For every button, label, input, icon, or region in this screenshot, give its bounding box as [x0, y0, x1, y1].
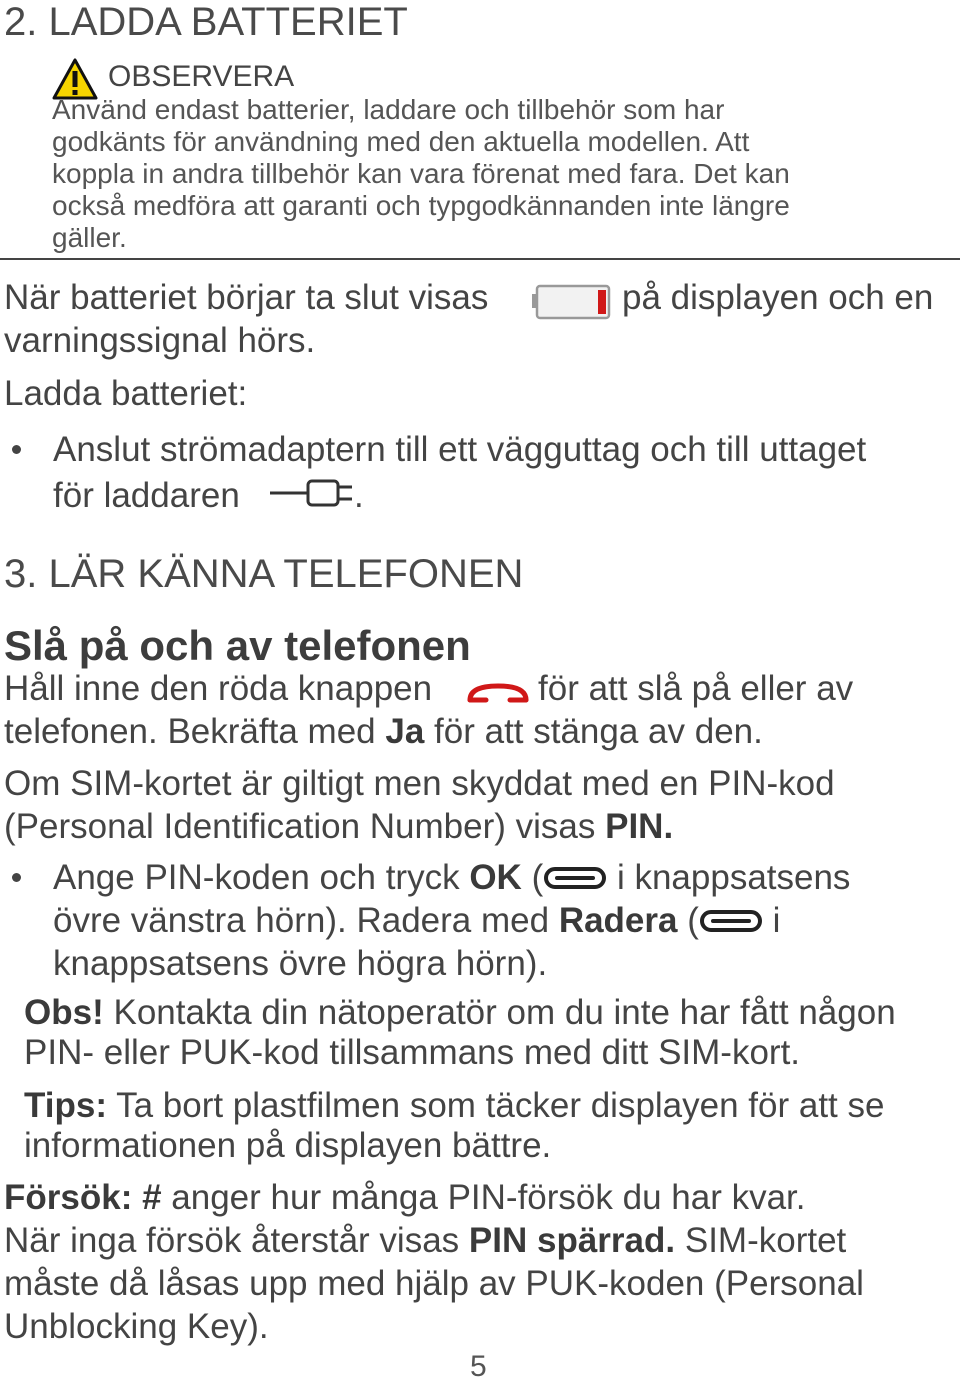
tips-text-line1: Ta bort plastfilmen som täcker displayen för att se — [116, 1086, 885, 1125]
locked-line2: måste då låsas upp med hjälp av PUK-koden (Personal — [4, 1264, 864, 1303]
pin-bullet-line2-c: i — [772, 901, 781, 940]
delete-label: Radera — [558, 901, 678, 940]
sim-text-line1: Om SIM-kortet är giltigt men skyddat med en PIN-kod — [4, 764, 835, 803]
power-text-line2 — [4, 712, 763, 752]
tips-label: Tips: — [24, 1086, 107, 1125]
obs-line2: PIN- eller PUK-kod tillsammans med ditt SIM-kort. — [24, 1033, 801, 1072]
locked-line1-a: När inga försök återstår visas — [4, 1221, 460, 1260]
bullet-dot — [12, 873, 21, 882]
pin-bullet-line1-c: i knappsatsens — [616, 858, 851, 897]
warning-line-4: också medföra att garanti och typgodkännanden inte längre — [52, 190, 790, 221]
left-soft-key-icon — [543, 860, 607, 900]
warning-line-5: gäller. — [52, 222, 127, 253]
yes-label: Ja — [385, 712, 425, 751]
low-battery-text-line2: varningssignal hörs. — [4, 321, 316, 360]
warning-divider — [0, 258, 960, 260]
locked-line1 — [4, 1221, 846, 1261]
section-title-know-phone: 3. LÄR KÄNNA TELEFONEN — [4, 552, 524, 596]
attempts-line — [4, 1178, 806, 1218]
low-battery-icon — [532, 284, 612, 325]
power-text-b: för att slå på eller av — [538, 669, 854, 708]
pin-bullet-line2-b: ( — [687, 901, 699, 940]
attempts-text: anger hur många PIN-försök du har kvar. — [171, 1178, 806, 1217]
section-title-charge-battery: 2. LADDA BATTERIET — [4, 0, 408, 44]
bullet-dot — [12, 445, 21, 454]
locked-line1-b: SIM-kortet — [684, 1221, 847, 1260]
warning-title: OBSERVERA — [108, 60, 295, 93]
power-text-line2-b: för att stänga av den. — [434, 712, 763, 751]
attempts-label: Försök: # — [4, 1178, 162, 1217]
pin-bullet-line1-a: Ange PIN-koden och tryck — [53, 858, 460, 897]
charge-battery-label: Ladda batteriet: — [4, 374, 248, 413]
sim-text-line2 — [4, 807, 673, 847]
power-text-a: Håll inne den röda knappen — [4, 669, 433, 708]
right-soft-key-icon — [699, 903, 763, 943]
bullet-charge-line-2a: för laddaren — [53, 476, 240, 515]
pin-locked-label: PIN spärrad. — [468, 1221, 676, 1260]
low-battery-text-b: på displayen och en — [622, 278, 934, 317]
ok-label: OK — [469, 858, 522, 897]
low-battery-text-a: När batteriet börjar ta slut visas — [4, 278, 489, 317]
bullet-charge-line-1: Anslut strömadaptern till ett vägguttag och till uttaget — [53, 430, 867, 469]
power-text-line2-a: telefonen. Bekräfta med — [4, 712, 376, 751]
tips-line1 — [24, 1086, 884, 1126]
obs-line1 — [24, 993, 896, 1033]
pin-label: PIN. — [605, 807, 674, 846]
obs-text-line1: Kontakta din nätoperatör om du inte har fått någon — [113, 993, 896, 1032]
warning-line-3: koppla in andra tillbehör kan vara förenat med fara. Det kan — [52, 158, 790, 189]
red-end-call-icon — [466, 680, 530, 711]
locked-line3: Unblocking Key). — [4, 1307, 269, 1346]
charger-port-icon — [268, 476, 354, 515]
pin-bullet-line2 — [53, 901, 780, 943]
pin-bullet-line3: knappsatsens övre högra hörn). — [53, 944, 548, 983]
page-number: 5 — [470, 1350, 487, 1383]
warning-line-1: Använd endast batterier, laddare och tillbehör som har — [52, 94, 725, 125]
obs-label: Obs! — [24, 993, 104, 1032]
subtitle-power-on-off: Slå på och av telefonen — [4, 622, 471, 669]
warning-line-2: godkänts för användning med den aktuella modellen. Att — [52, 126, 750, 157]
tips-line2: informationen på displayen bättre. — [24, 1126, 552, 1165]
pin-bullet-line1 — [53, 858, 850, 900]
sim-text-line2-a: (Personal Identification Number) visas — [4, 807, 596, 846]
pin-bullet-line2-a: övre vänstra hörn). Radera med — [53, 901, 550, 940]
pin-bullet-line1-b: ( — [531, 858, 544, 897]
bullet-charge-line-2b: . — [354, 476, 364, 515]
